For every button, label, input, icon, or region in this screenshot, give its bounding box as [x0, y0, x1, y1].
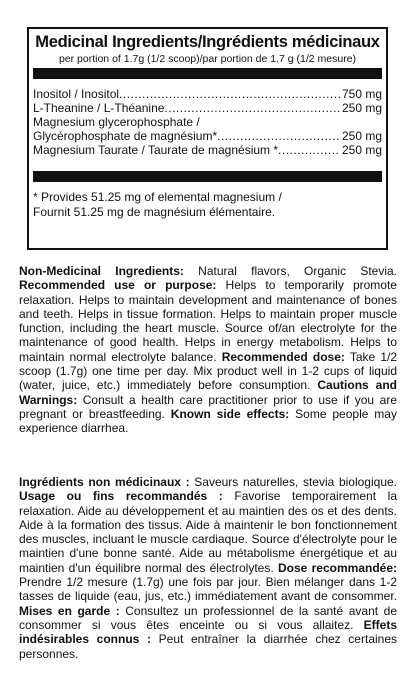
leader-dots	[217, 129, 340, 143]
section-text: Helps to temporarily promote relaxation. Helps to maintain development and maintenance of bones and teeth. Helps in tissue formation. Helps to maintain proper muscle function, including the heart muscle. Source of/an electrolyte for the maintenance of good health. Helps in energy metabolism. Helps to maintain normal electrolyte balance.	[19, 278, 397, 364]
panel-title: Medicinal Ingredients/Ingrédients médicinaux	[35, 33, 380, 51]
section-label: Non-Medicinal Ingredients:	[19, 264, 184, 278]
medicinal-ingredients-panel	[27, 27, 388, 250]
ingredient-name: Glycérophosphate de magnésium*	[33, 129, 218, 143]
ingredient-amount: 250 mg	[341, 129, 382, 143]
ingredient-row	[33, 129, 382, 143]
section-label: Recommended dose:	[221, 349, 345, 364]
ingredient-row	[33, 101, 382, 115]
section-label: Effets indésirables connus :	[19, 617, 397, 647]
section-text: Some people may experience diarrhea.	[19, 406, 397, 436]
ingredient-amount: 750 mg	[341, 87, 382, 101]
section-text: Consult a health care practitioner prior to use if you are pregnant or breastfeeding.	[19, 392, 397, 421]
section-text: Peut entraîner la diarrhée chez certaines personnes.	[19, 632, 397, 661]
section-text: Take 1/2 scoop (1.7g) one time per day. Mix product well in 1-2 cups of liquid (water, juice, etc.) immediately before consumption.	[19, 349, 398, 393]
section-label: Known side effects:	[170, 406, 290, 421]
ingredient-amount: 250 mg	[341, 101, 382, 115]
section-label: Cautions and Warnings:	[19, 378, 397, 407]
footnote-line: * Provides 51.25 mg of elemental magnesium /	[33, 190, 282, 204]
footnote-line: Fournit 51.25 mg de magnésium élémentaire.	[33, 205, 276, 219]
section-label: Dose recommandée:	[277, 560, 398, 575]
ingredient-name: L-Theanine / L-Théanine	[33, 101, 165, 115]
section-text: Favorise temporairement la relaxation. Aide au développement et au maintien des os et des dents. Aide à la formation des tissus. Aide à maintenir le bon fonctionnement des muscles, incluant le muscle cardiaque. Source d'électrolyte pour le maintien d'une bonne santé. Aide au métabolisme énergétique et au maintien d'un équilibre normal des électrolytes.	[19, 489, 397, 575]
leader-dots	[119, 87, 340, 101]
section-text: Prendre 1/2 mesure (1.7g) une fois par jour. Bien mélanger dans 1-2 tasses de liquide (eau, jus, etc.) immédiatement avant de consommer.	[19, 575, 397, 604]
ingredient-row	[33, 143, 382, 157]
ingredient-row	[33, 87, 382, 101]
section-label: Ingrédients non médicinaux :	[19, 475, 190, 489]
section-label: Mises en garde :	[19, 603, 120, 618]
leader-dots	[164, 101, 340, 115]
ingredient-amount: 250 mg	[341, 143, 382, 157]
ingredient-name: Magnesium Taurate / Taurate de magnésium *	[33, 143, 279, 157]
section-label: Recommended use or purpose:	[19, 278, 217, 293]
section-text: Natural flavors, Organic Stevia.	[183, 264, 398, 278]
section-text: Saveurs naturelles, stevia biologique.	[189, 475, 397, 489]
divider-bar-top	[33, 68, 382, 79]
english-label-text	[19, 264, 397, 436]
section-text: Consultez un professionnel de la santé avant de consommer si vous êtes enceinte ou si vous allaitez.	[19, 603, 397, 632]
ingredient-list	[33, 87, 382, 157]
leader-dots	[278, 143, 340, 157]
section-label: Usage ou fins recommandés :	[19, 489, 223, 504]
divider-bar-bottom	[33, 171, 382, 182]
footnote	[33, 190, 382, 220]
panel-subtitle: per portion of 1.7g (1/2 scoop)/par portion de 1.7 g (1/2 mesure)	[58, 53, 357, 65]
french-label-text	[19, 475, 397, 661]
ingredient-name: Inositol / Inositol	[33, 87, 120, 101]
ingredient-name-line: Magnesium glycerophosphate /	[33, 115, 200, 129]
